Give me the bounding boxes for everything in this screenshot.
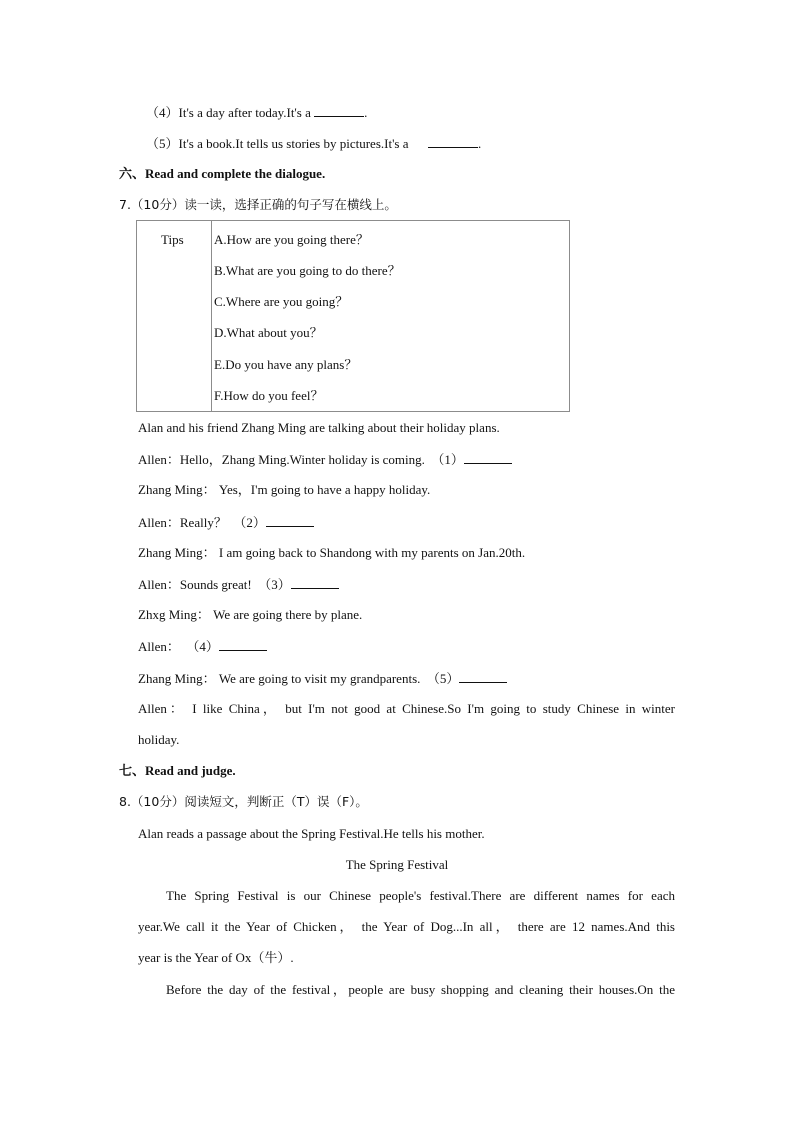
tip-option-d: D.What about you？ [214,325,323,340]
answer-blank[interactable] [314,104,364,117]
tip-option-e: E.Do you have any plans？ [214,357,358,372]
answer-blank-5[interactable] [459,670,507,683]
dialogue-line-1: Allen：Hello，Zhang Ming.Winter holiday is coming. （1） [138,451,512,468]
section-title-6: 六、Read and complete the dialogue. [119,166,326,181]
dialogue-line-8: Zhang Ming： We are going to visit my grandparents. （5） [138,670,507,687]
speaker: Zhang Ming： [138,482,216,497]
speaker: Allen： [138,515,180,530]
dialogue-line-3: Allen：Really？ （2） [138,514,314,531]
question-item-5: （5）It's a book.It tells us stories by pictures.It's a . [146,136,482,151]
question-7-title: 7.（10分）读一读，选择正确的句子写在横线上。 [119,197,397,212]
tips-label: Tips [161,232,184,247]
speaker: Allen： [138,577,180,592]
dialogue-line-6: Zhxg Ming： We are going there by plane. [138,607,363,622]
speaker: Zhxg Ming： [138,607,210,622]
item-text: It's a book.It tells us stories by pictures.It's a [178,136,409,151]
speaker: Allen： [138,639,180,654]
answer-blank[interactable] [428,135,478,148]
answer-blank-2[interactable] [266,514,314,527]
passage-p2-line1: Before the day of the festival，people are busy shopping and cleaning their houses.On the [166,982,675,997]
passage-p1-line2: year.We call it the Year of Chicken， the Year of Dog...In all， there are 12 names.And this [138,919,675,934]
dialogue-line-7: Allen： （4） [138,638,267,655]
tip-option-a: A.How are you going there？ [214,232,369,247]
item-number: （5） [146,136,179,151]
passage-title: The Spring Festival [345,857,449,872]
tip-option-f: F.How do you feel？ [214,388,324,403]
speaker: Allen： [138,452,180,467]
dialogue-line-10: holiday. [138,732,180,747]
tip-option-c: C.Where are you going？ [214,294,349,309]
question-8-title: 8.（10分）阅读短文，判断正（T）误（F）。 [119,794,368,809]
speaker: Zhang Ming： [138,671,216,686]
dialogue-line-2: Zhang Ming： Yes，I'm going to have a happy holiday. [138,482,431,497]
item-text: It's a day after today.It's a [178,105,311,120]
answer-blank-4[interactable] [219,638,267,651]
tips-table [136,220,570,412]
table-divider [211,221,212,411]
question-item-4: （4）It's a day after today.It's a . [146,105,368,120]
dialogue-line-9: Allen： I like China， but I'm not good at Chinese.So I'm going to study Chinese in winter [138,701,675,716]
passage-p1-line1: The Spring Festival is our Chinese people's festival.There are different names for each [166,888,675,903]
passage-intro: Alan reads a passage about the Spring Festival.He tells his mother. [138,826,485,841]
dialogue-line-4: Zhang Ming： I am going back to Shandong with my parents on Jan.20th. [138,545,526,560]
section-title-7: 七、Read and judge. [119,763,236,778]
answer-blank-3[interactable] [291,576,339,589]
item-number: （4） [146,105,179,120]
dialogue-intro: Alan and his friend Zhang Ming are talking about their holiday plans. [138,420,500,435]
passage-p1-line3: year is the Year of Ox（牛）. [138,950,294,965]
tip-option-b: B.What are you going to do there？ [214,263,401,278]
speaker: Zhang Ming： [138,545,216,560]
dialogue-line-5: Allen：Sounds great! （3） [138,576,339,593]
answer-blank-1[interactable] [464,451,512,464]
